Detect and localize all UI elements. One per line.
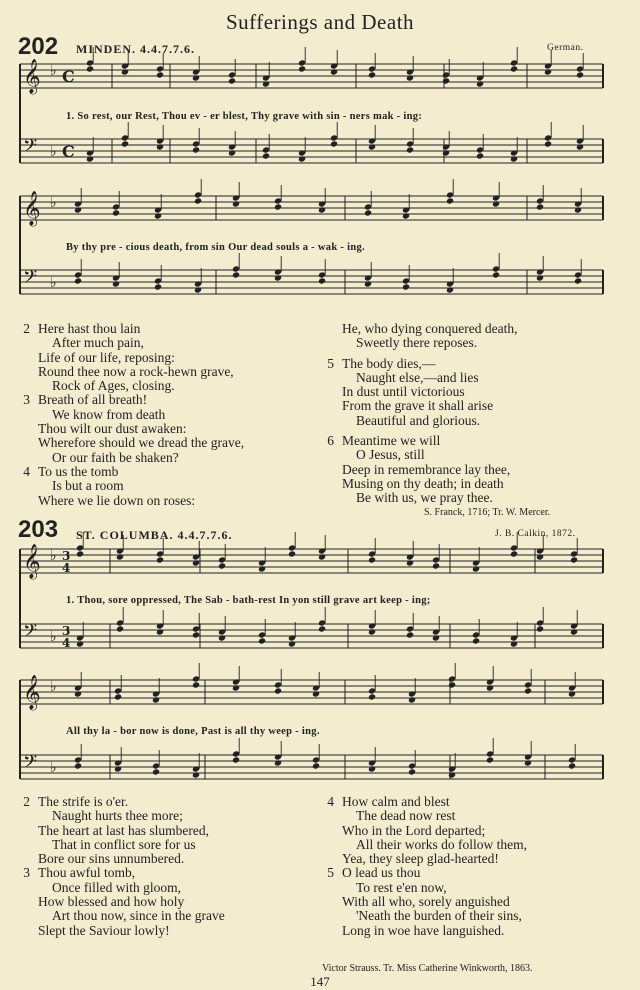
note-head <box>318 206 326 213</box>
flat-icon: ♭ <box>50 195 57 211</box>
note-head <box>574 206 582 213</box>
time-signature: C <box>62 67 75 86</box>
note-head <box>228 149 236 156</box>
note-head <box>194 286 202 293</box>
note-head <box>86 65 94 72</box>
note-head <box>368 765 376 772</box>
note-head <box>232 756 240 763</box>
note-head <box>192 74 200 81</box>
note-head <box>406 559 414 566</box>
time-signature: 3 <box>62 549 71 563</box>
note-head <box>156 71 164 78</box>
treble-clef-icon: 𝄞 <box>23 675 41 710</box>
bass-clef-icon: 𝄢 <box>23 136 38 161</box>
treble-clef-icon: 𝄞 <box>23 59 41 94</box>
note-head <box>192 146 200 153</box>
note-head <box>76 550 84 557</box>
hymn-number-202: 202 <box>18 33 59 60</box>
note-head <box>406 74 414 81</box>
note-head <box>194 197 202 204</box>
note-head <box>232 200 240 207</box>
note-head <box>76 640 84 647</box>
note-head <box>318 625 326 632</box>
note-head <box>154 212 162 219</box>
note-head <box>536 553 544 560</box>
flat-icon: ♭ <box>50 275 57 291</box>
flat-icon: ♭ <box>50 63 57 79</box>
note-head <box>318 553 326 560</box>
note-head <box>330 140 338 147</box>
time-signature: 3 <box>62 624 71 638</box>
note-head <box>576 71 584 78</box>
lyrics-line-203-1: 1. Thou, sore oppressed, The Sab - bath-rest In yon still grave art keep - ing; <box>66 595 431 606</box>
note-head <box>368 556 376 563</box>
time-signature: 4 <box>62 636 71 650</box>
note-head <box>156 628 164 635</box>
verses-202-left: 2 Here hast thou lain After much pain, Life of our life, reposing: Round thee now a rock-hewn grave, Rock of Ages, closing. 3 Breath of all breath! We know from death Thou wilt our dust awaken: Wherefore should we dread the grave, Or our faith be shaken? 4 To us the tomb Is but a room Where we lie down on roses: <box>23 321 245 508</box>
note-head <box>288 640 296 647</box>
note-head <box>218 634 226 641</box>
note-head <box>492 200 500 207</box>
bass-clef-icon: 𝄢 <box>23 752 38 777</box>
note-head <box>432 634 440 641</box>
note-head <box>262 152 270 159</box>
note-head <box>262 80 270 87</box>
note-head <box>121 140 129 147</box>
note-head <box>192 631 200 638</box>
bass-clef-icon: 𝄢 <box>23 267 38 292</box>
verses-203-left: 2 The strife is o'er. Naught hurts thee more; The heart at last has slumbered, That in conflict sore for us Bore our sins unnumbered. 3 Thou awful tomb, Once filled with gloom, How blessed and how holy Art thou now, since in the grave Slept the Saviour lowly! <box>23 794 225 938</box>
note-head <box>442 149 450 156</box>
note-head <box>330 68 338 75</box>
note-head <box>476 80 484 87</box>
tune-name-203: ST. COLUMBA. 4.4.7.7.6. <box>76 528 233 542</box>
note-head <box>408 696 416 703</box>
note-head <box>570 556 578 563</box>
note-head <box>408 768 416 775</box>
note-head <box>406 631 414 638</box>
page-number: 147 <box>310 974 330 989</box>
note-head <box>536 203 544 210</box>
note-head <box>152 768 160 775</box>
note-head <box>368 628 376 635</box>
note-head <box>472 637 480 644</box>
note-head <box>116 553 124 560</box>
note-head <box>74 762 82 769</box>
note-head <box>510 155 518 162</box>
note-head <box>274 274 282 281</box>
note-head <box>86 155 94 162</box>
tune-name-202: MINDEN. 4.4.7.7.6. <box>76 42 195 56</box>
credit-202: S. Franck, 1716; Tr. W. Mercer. <box>424 507 551 518</box>
note-head <box>318 277 326 284</box>
hymn-number-203: 203 <box>18 516 59 543</box>
note-head <box>568 762 576 769</box>
verses-202-right: He, who dying conquered death, Sweetly there reposes. 5 The body dies,— Naught else,—and lies In dust until victorious From the grave it shall arise Beautiful and glorious. 6 Meantime we will O Jesus, still Deep in remembrance lay thee, Musing on thy death; in death Be with us, we pray thee. <box>327 321 518 506</box>
note-head <box>576 143 584 150</box>
note-head <box>368 71 376 78</box>
note-head <box>364 209 372 216</box>
note-head <box>232 684 240 691</box>
note-head <box>192 559 200 566</box>
note-head <box>448 771 456 778</box>
flat-icon: ♭ <box>50 679 57 695</box>
note-head <box>116 625 124 632</box>
note-head <box>228 77 236 84</box>
note-head <box>402 212 410 219</box>
note-head <box>544 140 552 147</box>
note-head <box>74 206 82 213</box>
note-head <box>152 696 160 703</box>
flat-icon: ♭ <box>50 144 57 160</box>
lyrics-line-202-2: By thy pre - cious death, from sin Our dead souls a - wak - ing. <box>66 242 365 253</box>
note-head <box>524 759 532 766</box>
time-signature: 4 <box>62 561 71 575</box>
note-head <box>368 143 376 150</box>
note-head <box>510 640 518 647</box>
note-head <box>192 681 200 688</box>
note-head <box>406 146 414 153</box>
page-title: Sufferings and Death <box>225 10 415 34</box>
note-head <box>368 693 376 700</box>
treble-clef-icon: 𝄞 <box>23 191 41 226</box>
note-head <box>364 280 372 287</box>
note-head <box>432 562 440 569</box>
note-head <box>492 271 500 278</box>
note-head <box>544 68 552 75</box>
note-head <box>536 625 544 632</box>
note-head <box>258 637 266 644</box>
note-head <box>274 203 282 210</box>
credit-203: Victor Strauss. Tr. Miss Catherine Winkworth, 1863. <box>322 963 533 974</box>
note-head <box>74 277 82 284</box>
time-signature: C <box>62 142 75 161</box>
flat-icon: ♭ <box>50 629 57 645</box>
bass-clef-icon: 𝄢 <box>23 621 38 646</box>
note-head <box>476 152 484 159</box>
composer-202: German. <box>547 43 584 53</box>
flat-icon: ♭ <box>50 760 57 776</box>
note-head <box>112 280 120 287</box>
note-head <box>510 550 518 557</box>
verses-203-right: 4 How calm and blest The dead now rest Who in the Lord departed; All their works do follow them, Yea, they sleep glad-hearted! 5 O lead us thou To rest e'en now, With all who, sorely anguished 'Neath the burden of their sins, Long in woe have languished. <box>327 794 527 938</box>
note-head <box>446 197 454 204</box>
note-head <box>218 562 226 569</box>
note-head <box>312 762 320 769</box>
lyrics-line-203-2: All thy la - bor now is done, Past is all thy weep - ing. <box>66 726 320 737</box>
note-head <box>114 693 122 700</box>
note-head <box>570 628 578 635</box>
note-head <box>112 209 120 216</box>
note-head <box>121 68 129 75</box>
note-head <box>446 286 454 293</box>
composer-203: J. B. Calkin, 1872. <box>495 529 576 539</box>
note-head <box>510 65 518 72</box>
note-head <box>524 687 532 694</box>
note-head <box>298 155 306 162</box>
note-head <box>258 565 266 572</box>
note-head <box>154 283 162 290</box>
note-head <box>288 550 296 557</box>
note-head <box>536 274 544 281</box>
note-head <box>192 771 200 778</box>
flat-icon: ♭ <box>50 548 57 564</box>
note-head <box>574 277 582 284</box>
note-head <box>448 681 456 688</box>
note-head <box>74 690 82 697</box>
note-head <box>486 684 494 691</box>
note-head <box>568 690 576 697</box>
note-head <box>486 756 494 763</box>
note-head <box>312 690 320 697</box>
note-head <box>442 77 450 84</box>
lyrics-line-202-1: 1. So rest, our Rest, Thou ev - er blest, Thy grave with sin - ners mak - ing: <box>66 111 423 122</box>
note-head <box>156 143 164 150</box>
note-head <box>402 283 410 290</box>
note-head <box>274 687 282 694</box>
note-head <box>114 765 122 772</box>
note-head <box>472 565 480 572</box>
note-head <box>274 759 282 766</box>
treble-clef-icon: 𝄞 <box>23 544 41 579</box>
note-head <box>232 271 240 278</box>
note-head <box>156 556 164 563</box>
note-head <box>298 65 306 72</box>
